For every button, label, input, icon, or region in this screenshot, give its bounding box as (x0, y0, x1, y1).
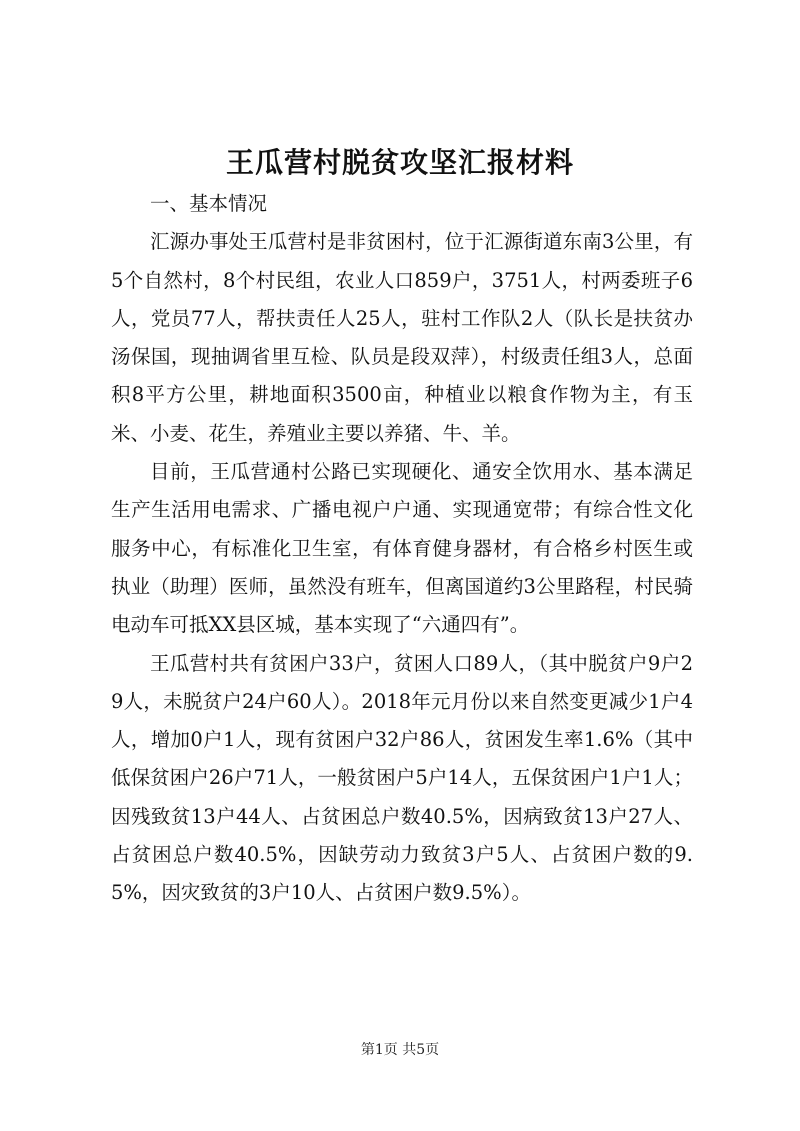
document-title: 王瓜营村脱贫攻坚汇报材料 (225, 146, 574, 179)
paragraph-poverty-stats: 王瓜营村共有贫困户33户，贫困人口89人，（其中脱贫户9户29人，未脱贫户24户60人）。2018年元月份以来自然变更减少1户4人，增加0户1人，现有贫困户32户86人，贫困发生率1.6%（其中低保贫困户26户71人，一般贫困户5户14人，五保贫困户1户1人；因残致贫13户44人、占贫困总户数40.5%，因病致贫13户27人、占贫困总户数40.5%，因缺劳动力致贫3户5人、占贫困户数的9.5%，因灾致贫的3户10人、占贫困户数9.5%）。 (111, 651, 693, 905)
paragraph-infrastructure: 目前，王瓜营通村公路已实现硬化、通安全饮用水、基本满足生产生活用电需求、广播电视户户通、实现通宽带；有综合性文化服务中心，有标准化卫生室，有体育健身器材，有合格乡村医生或执业（助理）医师，虽然没有班车，但离国道约3公里路程，村民骑电动车可抵XX县区城，基本实现了“六通四有”。 (111, 460, 693, 637)
paragraph-basic-info: 汇源办事处王瓜营村是非贫困村，位于汇源街道东南3公里，有5个自然村，8个村民组，农业人口859户，3751人，村两委班子6人，党员77人，帮扶责任人25人，驻村工作队2人（队长是扶贫办汤保国，现抽调省里互检、队员是段双萍），村级责任组3人，总面积8平方公里，耕地面积3500亩，种植业以粮食作物为主，有玉米、小麦、花生，养殖业主要以养猪、牛、羊。 (111, 230, 693, 445)
section-heading: 一、基本情况 (150, 192, 268, 215)
page-footer: 第1页 共5页 (360, 1042, 440, 1058)
document-body (111, 185, 693, 913)
